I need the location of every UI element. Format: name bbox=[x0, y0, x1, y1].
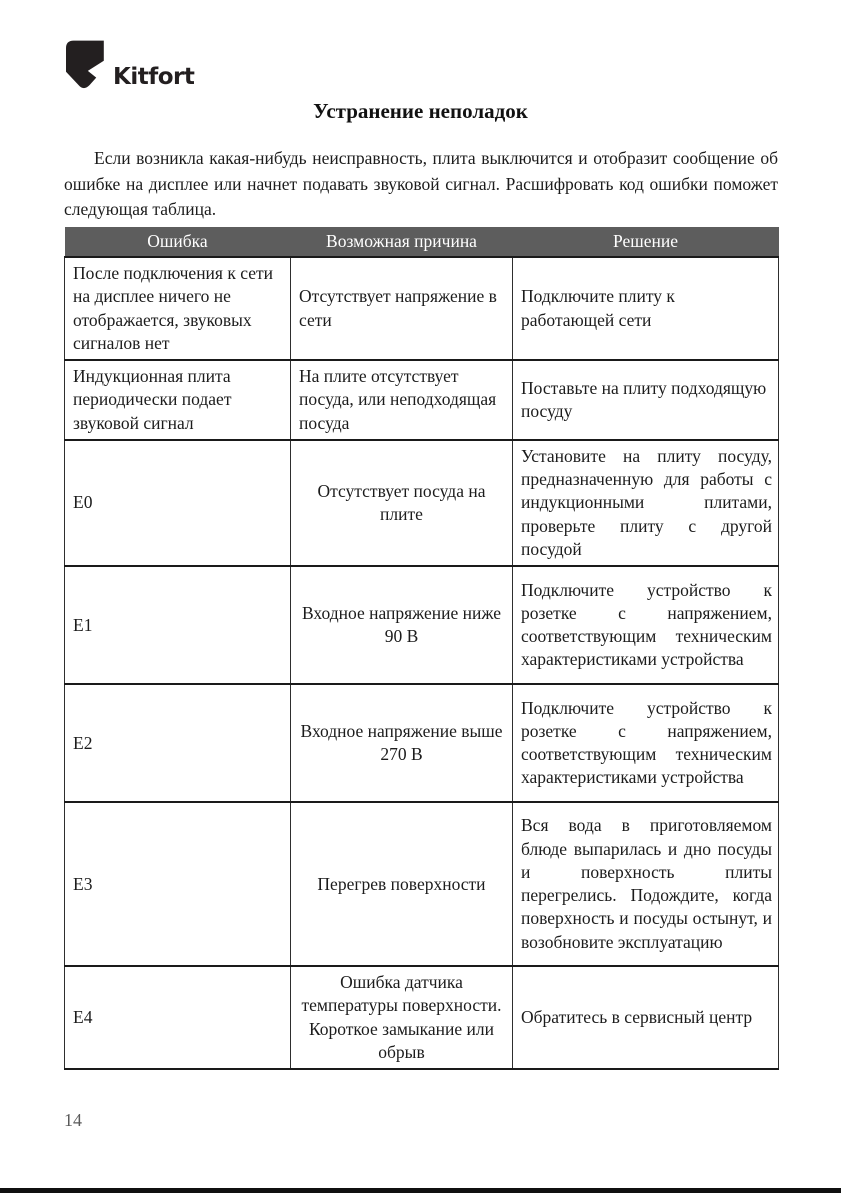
error-cell: После подключения к сети на дисплее ничего не отображается, звуковых сигналов нет bbox=[65, 257, 291, 360]
error-cell: E0 bbox=[65, 440, 291, 566]
header-cell-error: Ошибка bbox=[65, 227, 291, 257]
table-row bbox=[65, 684, 779, 802]
error-cell: E2 bbox=[65, 684, 291, 802]
solution-cell: Подключите устройство к розетке с напряжением, соответствующим техническим характеристиками устройства bbox=[513, 566, 779, 684]
brand-wordmark: Kitfort bbox=[113, 64, 195, 90]
solution-cell: Обратитесь в сервисный центр bbox=[513, 966, 779, 1069]
table-row bbox=[65, 440, 779, 566]
solution-cell: Поставьте на плиту подходящую посуду bbox=[513, 360, 779, 440]
table-row bbox=[65, 360, 779, 440]
cause-cell: Отсутствует напряжение в сети bbox=[291, 257, 513, 360]
kitfort-logo bbox=[66, 40, 194, 90]
solution-cell: Установите на плиту посуду, предназначенную для работы с индукционными плитами, проверьте плиту с другой посудой bbox=[513, 440, 779, 566]
table-row bbox=[65, 966, 779, 1069]
error-cell: E1 bbox=[65, 566, 291, 684]
table-row bbox=[65, 566, 779, 684]
page-title: Устранение неполадок bbox=[313, 99, 528, 123]
table-row bbox=[65, 802, 779, 966]
cause-cell: Отсутствует посуда на плите bbox=[291, 440, 513, 566]
cause-cell: Входное напряжение выше 270 В bbox=[291, 684, 513, 802]
error-cell: E4 bbox=[65, 966, 291, 1069]
table-row bbox=[65, 257, 779, 360]
solution-cell: Подключите плиту к работающей сети bbox=[513, 257, 779, 360]
error-cell: E3 bbox=[65, 802, 291, 966]
cause-cell: На плите отсутствует посуда, или неподходящая посуда bbox=[291, 360, 513, 440]
cause-cell: Перегрев поверхности bbox=[291, 802, 513, 966]
intro-paragraph: Если возникла какая-нибудь неисправность, плита выключится и отобразит сообщение об ошибке на дисплее или начнет подавать звуковой сигнал. Расшифровать код ошибки поможет следующая таблица. bbox=[64, 148, 778, 220]
header-cell-solution: Решение bbox=[513, 227, 779, 257]
table-header-row bbox=[65, 227, 779, 257]
page-bottom-edge bbox=[0, 1188, 841, 1193]
error-cell: Индукционная плита периодически подает звуковой сигнал bbox=[65, 360, 291, 440]
cause-cell: Ошибка датчика температуры поверхности. Короткое замыкание или обрыв bbox=[291, 966, 513, 1069]
kitfort-flag-icon bbox=[66, 40, 108, 90]
solution-cell: Вся вода в приготовляемом блюде выпарилась и дно посуды и поверхность плиты перегрелись. Подождите, когда поверхность и посуды остынут, и возобновите эксплуатацию bbox=[513, 802, 779, 966]
page-number: 14 bbox=[64, 1110, 82, 1130]
solution-cell: Подключите устройство к розетке с напряжением, соответствующим техническим характеристиками устройства bbox=[513, 684, 779, 802]
header-cell-cause: Возможная причина bbox=[291, 227, 513, 257]
cause-cell: Входное напряжение ниже 90 В bbox=[291, 566, 513, 684]
troubleshooting-table bbox=[64, 227, 779, 1070]
